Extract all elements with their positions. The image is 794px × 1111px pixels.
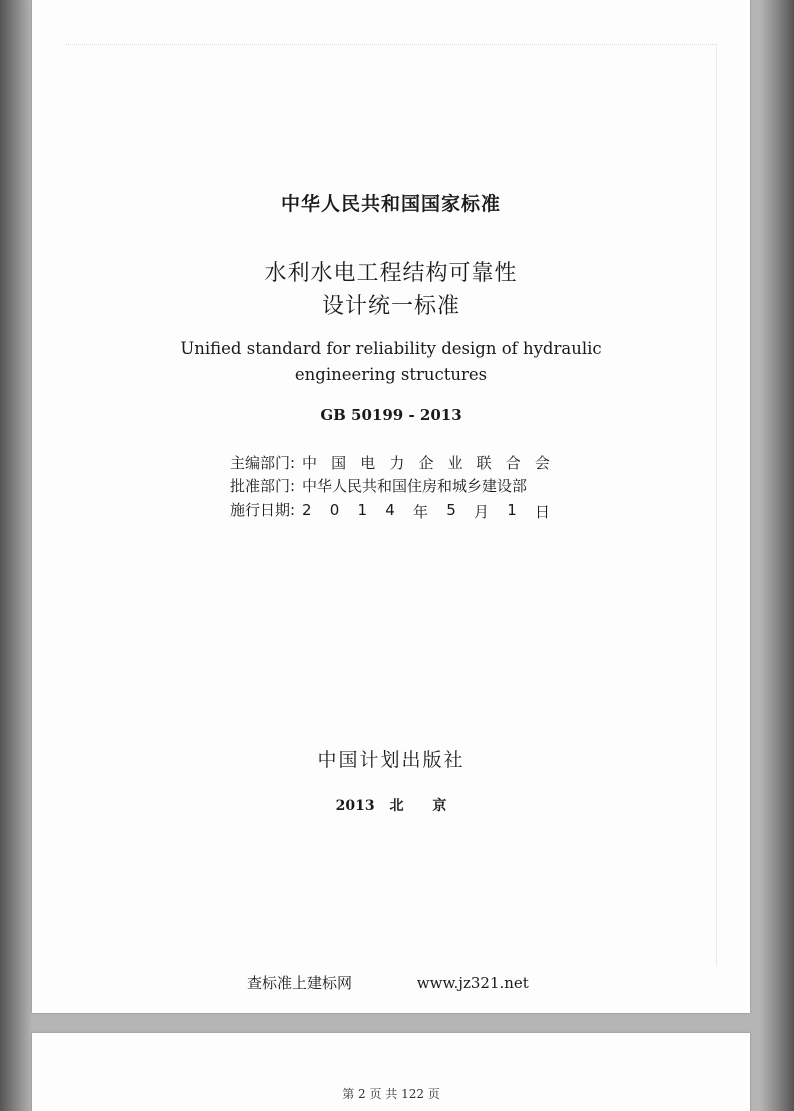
page-indicator: 第 2 页 共 122 页 — [342, 1087, 440, 1101]
standard-code: GB 50199 - 2013 — [320, 406, 462, 424]
date-char: 1 — [357, 501, 368, 519]
date-char: 1 — [507, 501, 517, 519]
editor-label: 主编部门: — [230, 454, 296, 472]
publish-place-year: 2013 北 京 — [335, 798, 447, 814]
watermark — [247, 972, 529, 993]
date-char: 月 — [473, 503, 489, 521]
editor-row — [230, 452, 550, 473]
editor-char: 企 — [418, 454, 434, 472]
editor-char: 会 — [534, 454, 550, 472]
editor-char: 电 — [360, 454, 376, 472]
editor-value — [302, 452, 550, 473]
watermark-url: www.jz321.net — [416, 974, 529, 992]
date-char: 年 — [413, 503, 429, 521]
editor-char: 力 — [389, 454, 405, 472]
editor-char: 联 — [476, 454, 492, 472]
date-char: 4 — [385, 501, 395, 519]
date-label: 施行日期: — [230, 501, 296, 519]
title-en-line1: Unified standard for reliability design of hydraulic — [180, 339, 602, 358]
approver-row — [230, 475, 527, 496]
date-value — [302, 501, 550, 522]
date-char: 日 — [534, 503, 550, 521]
title-cn-line2: 设计统一标准 — [321, 294, 460, 319]
approver-value: 中华人民共和国住房和城乡建设部 — [302, 477, 528, 495]
editor-char: 业 — [447, 454, 463, 472]
title-cn-line1: 水利水电工程结构可靠性 — [264, 261, 518, 286]
date-char: 0 — [329, 501, 340, 519]
effective-date-row — [230, 499, 550, 522]
editor-char: 国 — [331, 454, 347, 472]
publisher: 中国计划出版社 — [317, 749, 465, 771]
title-en-line2: engineering structures — [294, 365, 488, 384]
editor-char: 中 — [302, 454, 318, 472]
document-page — [32, 0, 750, 1013]
national-standard-heading: 中华人民共和国国家标准 — [280, 193, 501, 215]
date-char: 2 — [302, 501, 312, 519]
watermark-site-name: 查标准上建标网 — [247, 974, 353, 992]
next-page — [32, 1033, 750, 1111]
approver-label: 批准部门: — [230, 477, 296, 495]
editor-char: 合 — [505, 454, 521, 472]
date-char: 5 — [446, 501, 456, 519]
